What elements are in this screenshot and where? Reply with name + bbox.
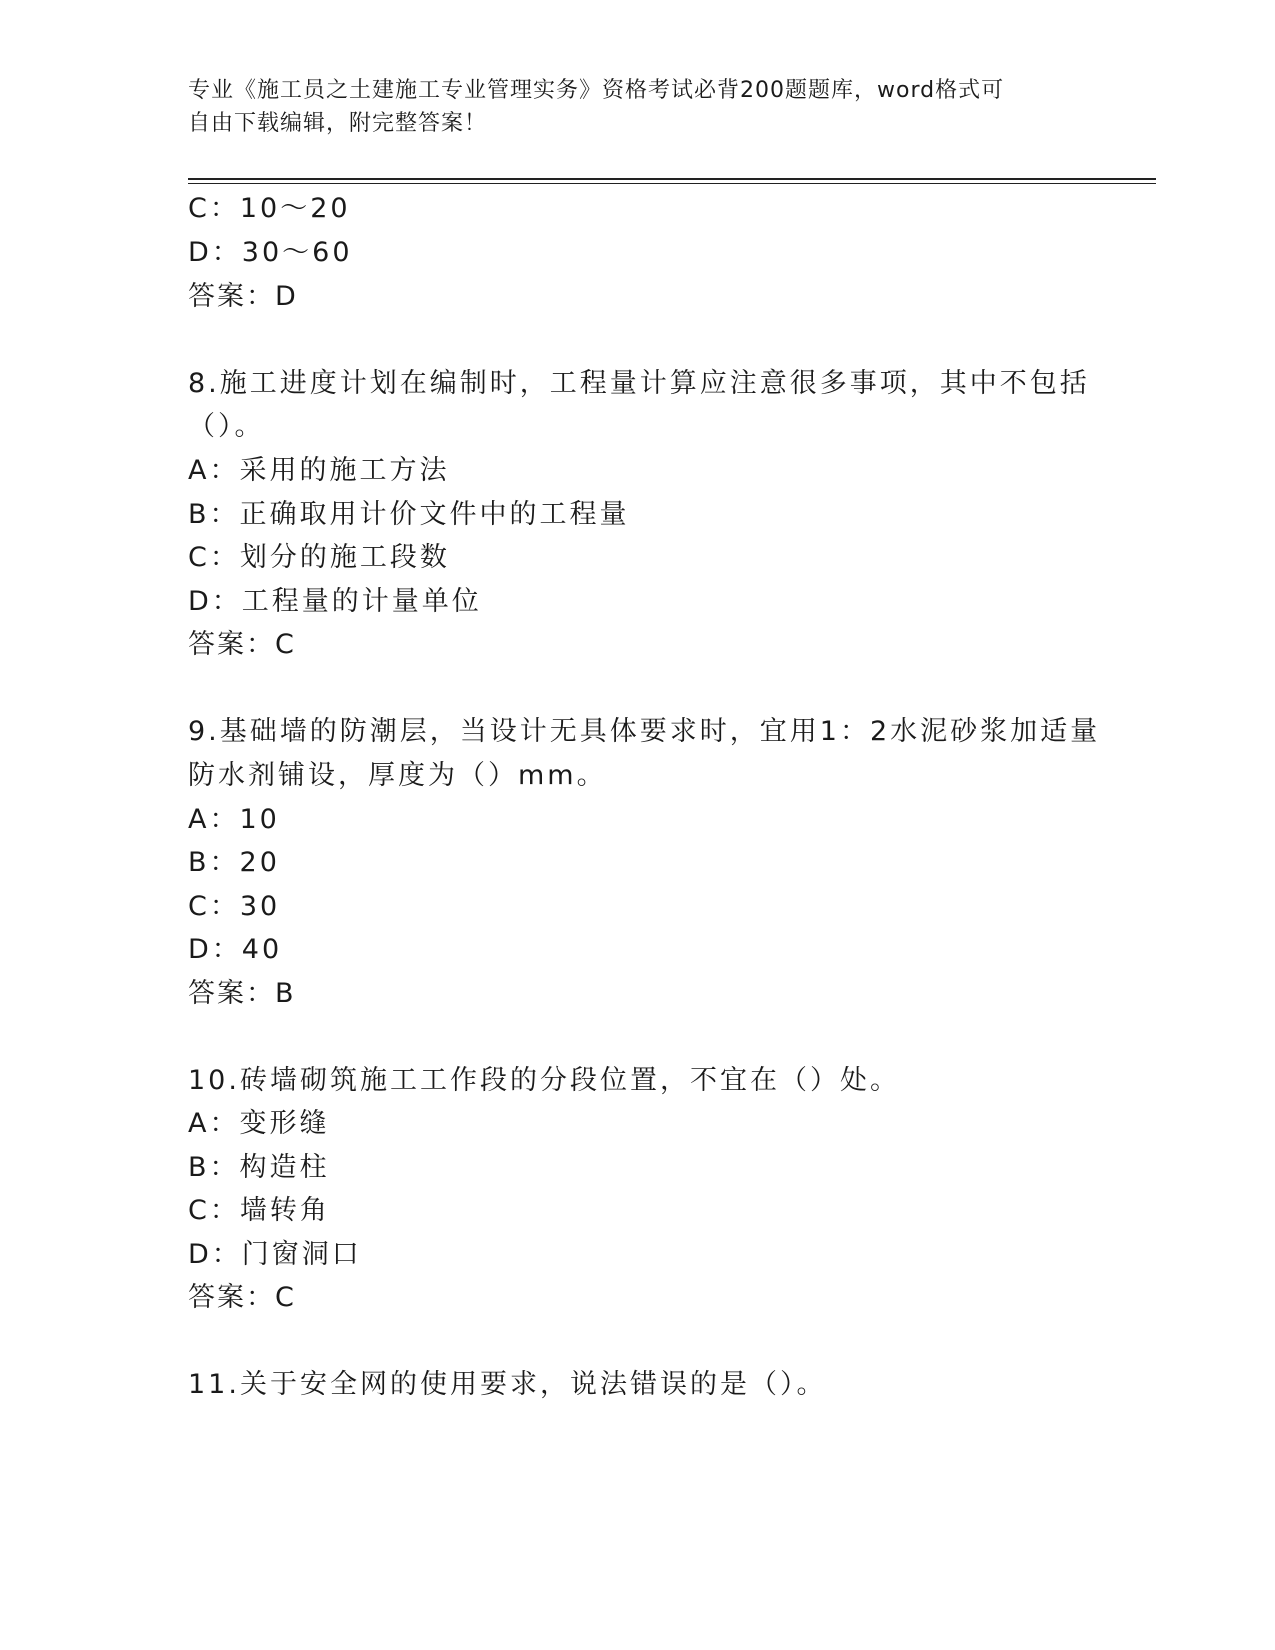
q10-answer: 答案：C <box>188 1282 296 1313</box>
q9-stem-line-2: 防水剂铺设，厚度为（）mm。 <box>188 760 607 791</box>
q10-option-b: B：构造柱 <box>188 1152 330 1183</box>
q8-stem-line-1: 8.施工进度计划在编制时，工程量计算应注意很多事项，其中不包括 <box>188 368 1090 399</box>
q9-answer: 答案：B <box>188 978 296 1009</box>
q9-option-c: C：30 <box>188 891 281 922</box>
q8-stem-line-2: （）。 <box>188 411 265 442</box>
q8-answer: 答案：C <box>188 629 296 660</box>
q10-option-a: A：变形缝 <box>188 1108 330 1139</box>
q8-option-b: B：正确取用计价文件中的工程量 <box>188 499 630 530</box>
q9-stem-line-1: 9.基础墙的防潮层，当设计无具体要求时，宜用1：2水泥砂浆加适量 <box>188 716 1101 747</box>
q9-option-a: A：10 <box>188 804 280 835</box>
q7-option-c: C：10～20 <box>188 193 351 224</box>
q9-option-d: D：40 <box>188 934 283 965</box>
q10-option-d: D：门窗洞口 <box>188 1239 362 1270</box>
q8-option-d: D：工程量的计量单位 <box>188 586 482 617</box>
q8-option-c: C：划分的施工段数 <box>188 542 450 573</box>
header-line-2: 自由下载编辑，附完整答案！ <box>188 111 488 136</box>
q11-stem-line-1: 11.关于安全网的使用要求，说法错误的是（）。 <box>188 1369 827 1400</box>
header-divider-thick <box>188 178 1156 180</box>
header-line-1: 专业《施工员之土建施工专业管理实务》资格考试必背200题题库，word格式可 <box>188 78 1005 103</box>
q10-stem-line-1: 10.砖墙砌筑施工工作段的分段位置，不宜在（）处。 <box>188 1065 900 1096</box>
header-divider-thin <box>188 183 1156 184</box>
q7-option-d: D：30～60 <box>188 237 353 268</box>
q9-option-b: B：20 <box>188 847 280 878</box>
q7-answer: 答案：D <box>188 281 298 312</box>
q8-option-a: A：采用的施工方法 <box>188 455 450 486</box>
document-header <box>188 74 1068 140</box>
q10-option-c: C：墙转角 <box>188 1195 330 1226</box>
